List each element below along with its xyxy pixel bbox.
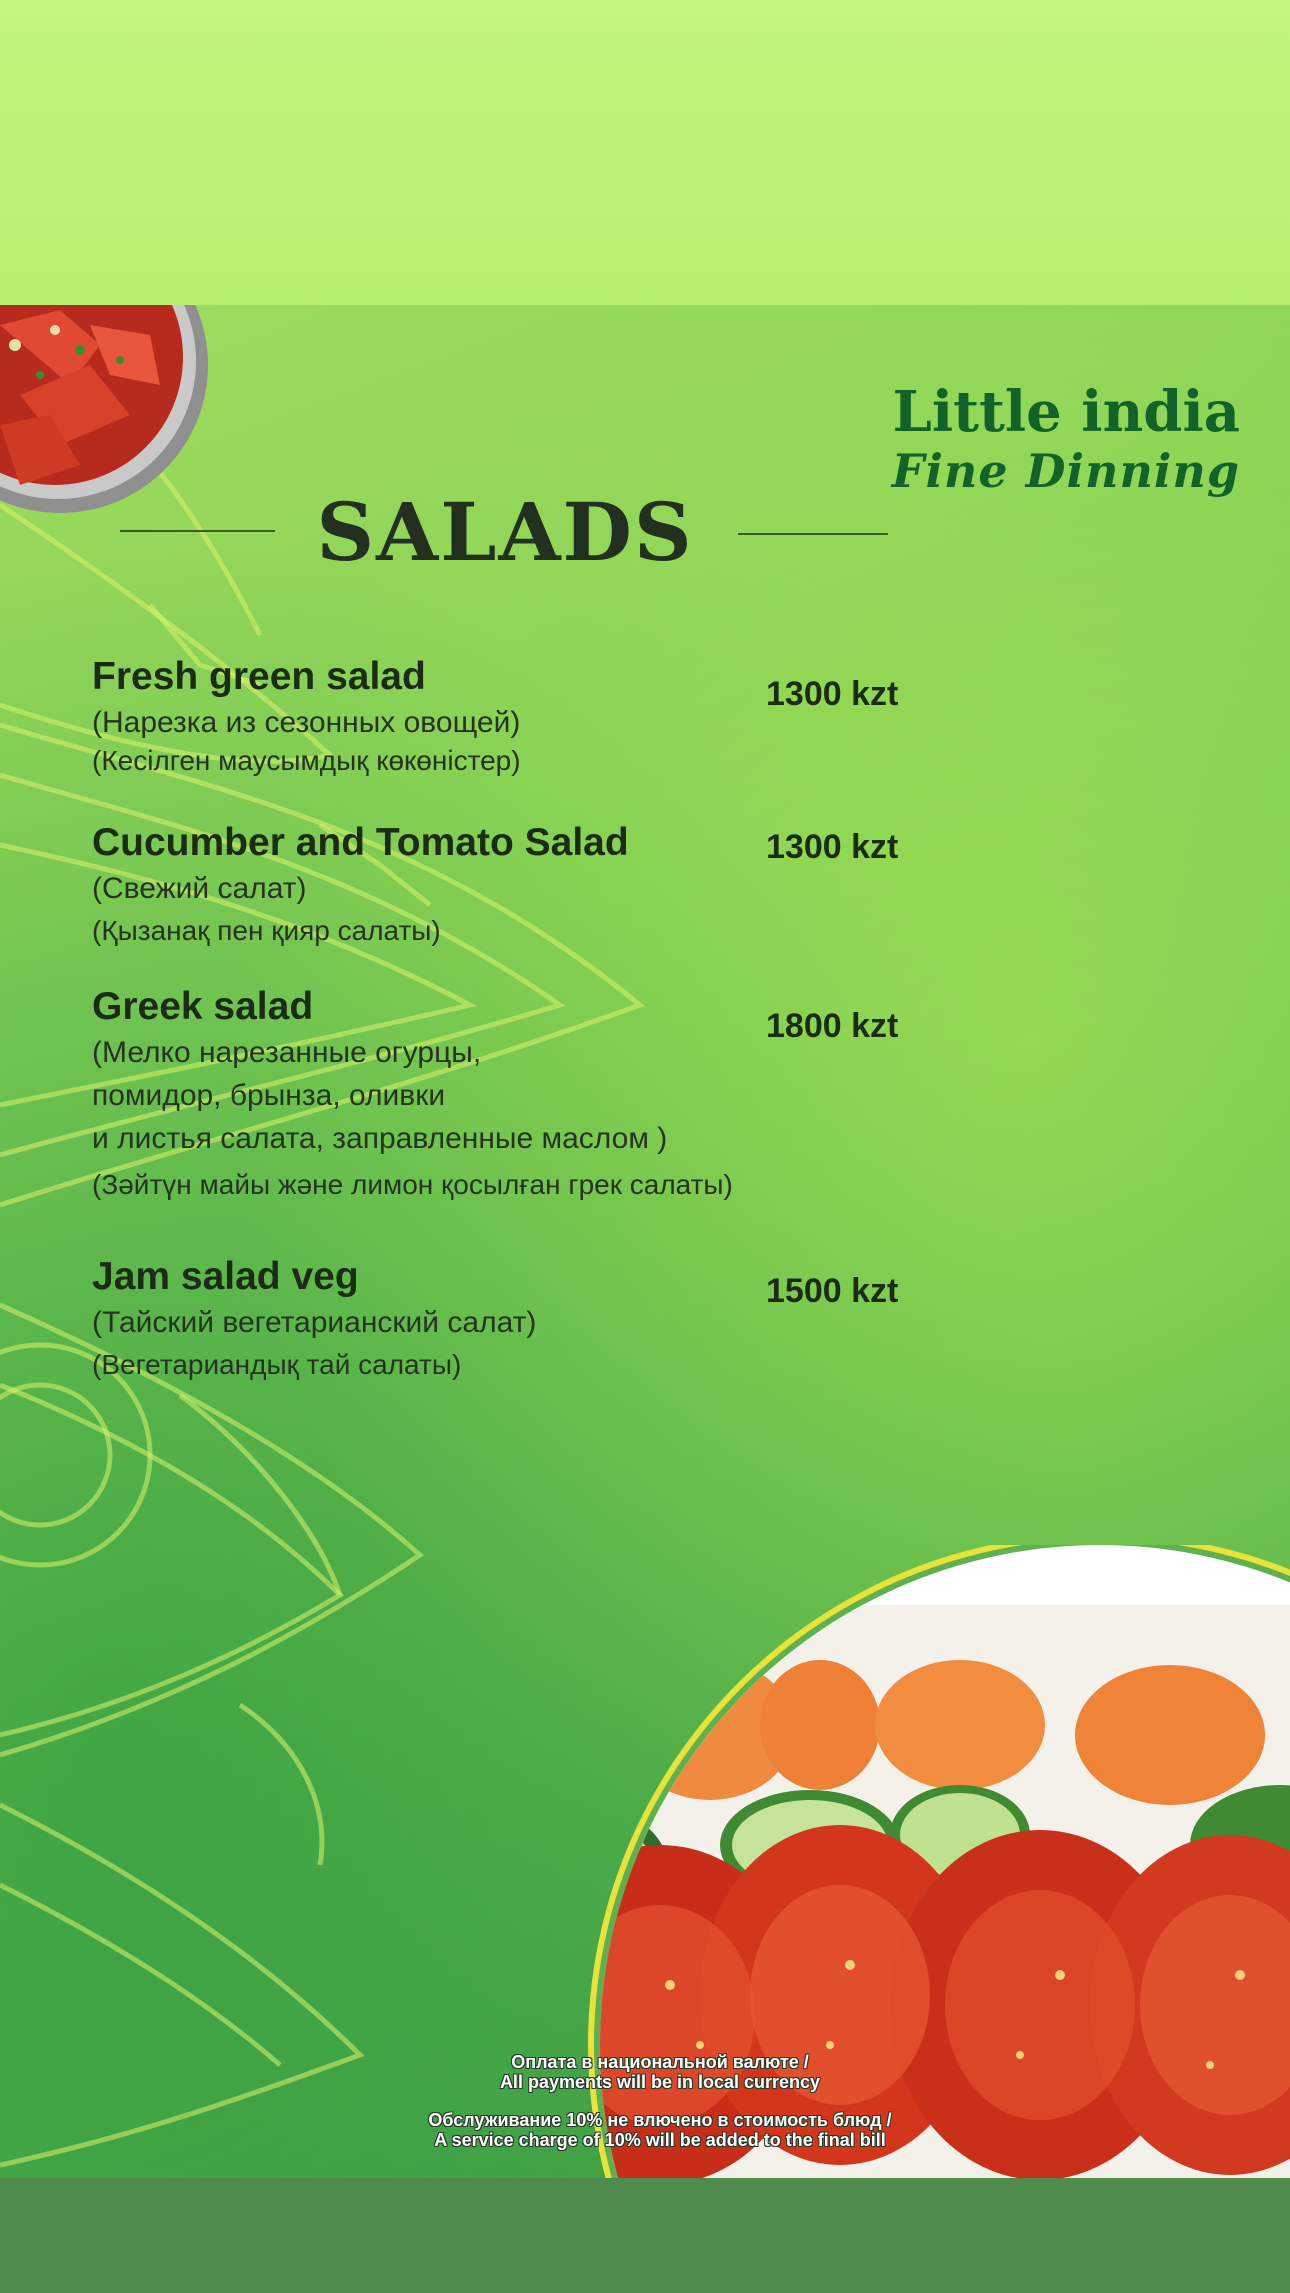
item-name: Jam salad veg	[92, 1255, 359, 1298]
item-price: 1300 kzt	[766, 828, 899, 866]
item-price: 1800 kzt	[766, 1007, 899, 1045]
item-name: Cucumber and Tomato Salad	[92, 821, 629, 864]
page-title: SALADS	[316, 485, 694, 579]
item-description-kz: (Қызанақ пен қияр салаты)	[92, 915, 441, 946]
service-charge-note-ru: Обслуживание 10% не влючено в стоимость блюд /	[428, 2110, 892, 2130]
item-price: 1500 kzt	[766, 1272, 899, 1310]
item-description-kz: (Зәйтүн майы және лимон қосылған грек салаты)	[92, 1169, 733, 1200]
item-name: Greek salad	[92, 985, 314, 1028]
item-description-ru: (Мелко нарезанные огурцы,	[92, 1036, 482, 1069]
currency-note-ru: Оплата в национальной валюте /	[511, 2052, 809, 2072]
item-description-ru: (Тайский вегетарианский салат)	[92, 1306, 537, 1339]
item-description-ru: помидор, брынза, оливки	[92, 1079, 446, 1112]
item-description-ru: (Нарезка из сезонных овощей)	[92, 706, 521, 739]
item-price: 1300 kzt	[766, 675, 899, 713]
brand-logo	[860, 380, 1240, 498]
menu-item	[92, 653, 912, 782]
item-description-ru: (Свежий салат)	[92, 872, 307, 905]
service-charge-note-en: A service charge of 10% will be added to the final bill	[434, 2130, 886, 2150]
item-description-kz: (Кесілген маусымдық көкөністер)	[92, 745, 521, 776]
top-band	[0, 0, 1290, 305]
item-description-kz: (Вегетариандық тай салаты)	[92, 1349, 462, 1380]
brand-name: Little india	[892, 379, 1240, 445]
item-name: Fresh green salad	[92, 655, 426, 698]
item-description-ru: и листья салата, заправленные маслом )	[92, 1122, 668, 1155]
currency-note	[380, 2052, 940, 2092]
menu-page	[0, 305, 1290, 2178]
currency-note-en: All payments will be in local currency	[499, 2072, 821, 2092]
service-charge-note	[380, 2110, 940, 2150]
brand-subtitle: Fine Dinning	[891, 444, 1240, 498]
bottom-band	[0, 2178, 1290, 2293]
